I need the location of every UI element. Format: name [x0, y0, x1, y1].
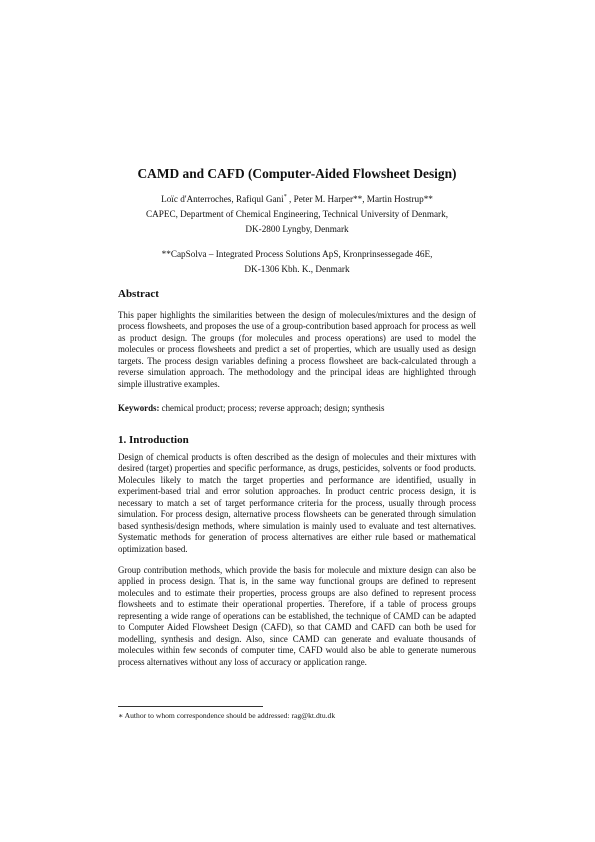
correspondence-footnote: ∗ Author to whom correspondence should be addressed: rag@kt.dtu.dk	[118, 711, 336, 720]
affiliation-capsolva-line2: DK-1306 Kbh. K., Denmark	[244, 264, 350, 274]
introduction-paragraph-2: Group contribution methods, which provide the basis for molecule and mixture design can also be applied in process design. That is, in the same way functional groups are defined to represent molecules and to estimate their properties, process groups are also defined to represent process flowsheets and to estimate their operational properties. Therefore, if a table of process groups representing a wide range of operations can be established, the technique of CAMD can be adapted to Computer Aided Flowsheet Design (CAFD), so that CAMD and CAFD can both be used for modelling, synthesis and design. Also, since CAMD can generate and evaluate thousands of molecules within few seconds of computer time, CAFD would also be able to generate numerous process alternatives without any loss of accuracy or application range.	[118, 565, 476, 667]
introduction-paragraph-1: Design of chemical products is often described as the design of molecules and their mixtures with desired (target) properties and specific performance, as drugs, pesticides, solvents or food products. Molecules likely to match the target properties and performance are identified, usually in experiment-based trial and error solution approaches. In product centric process design, it is necessary to match a set of target performance criteria for the process, usually through process simulation. For process design, alternative process flowsheets can be generated through simulation based synthesis/design methods, where simulation is mainly used to evaluate and test alternatives. Systematic methods for generation of process alternatives are either rule based or mathematical optimization based.	[118, 452, 476, 554]
affiliation-capec-line2: DK-2800 Lyngby, Denmark	[245, 224, 349, 234]
author-list	[118, 192, 476, 207]
introduction-heading: 1. Introduction	[118, 434, 189, 446]
affiliation-capec	[118, 207, 476, 237]
authors-text-b: , Peter M. Harper**, Martin Hostrup**	[286, 194, 433, 204]
affiliation-capec-line1: CAPEC, Department of Chemical Engineering, Technical University of Denmark,	[145, 209, 449, 219]
abstract-text: This paper highlights the similarities between the design of molecules/mixtures and the design of process flowsheets, and proposes the use of a group-contribution based approach for process as well as product design. The groups (for molecules and process operations) are used to model the molecules or process flowsheets and predict a set of properties, which are usually used as design targets. The process design variables defining a process flowsheet are back-calculated through a reverse simulation approach. The methodology and the principal ideas are highlighted through simple illustrative examples.	[118, 310, 476, 389]
author-footnote-mark: *	[283, 193, 287, 200]
authors-text-a: Loïc d'Anterroches, Rafiqul Gani	[161, 194, 284, 204]
keywords-label: Keywords:	[118, 403, 160, 413]
affiliation-capsolva	[118, 247, 476, 277]
keywords-line	[118, 403, 476, 414]
keywords-text: chemical product; process; reverse approach; design; synthesis	[159, 403, 385, 413]
abstract-heading: Abstract	[118, 288, 159, 300]
paper-title: CAMD and CAFD (Computer-Aided Flowsheet Design)	[137, 166, 457, 181]
footnote-rule	[118, 706, 263, 707]
affiliation-capsolva-line1: **CapSolva – Integrated Process Solutions ApS, Kronprinsessegade 46E,	[161, 249, 433, 259]
